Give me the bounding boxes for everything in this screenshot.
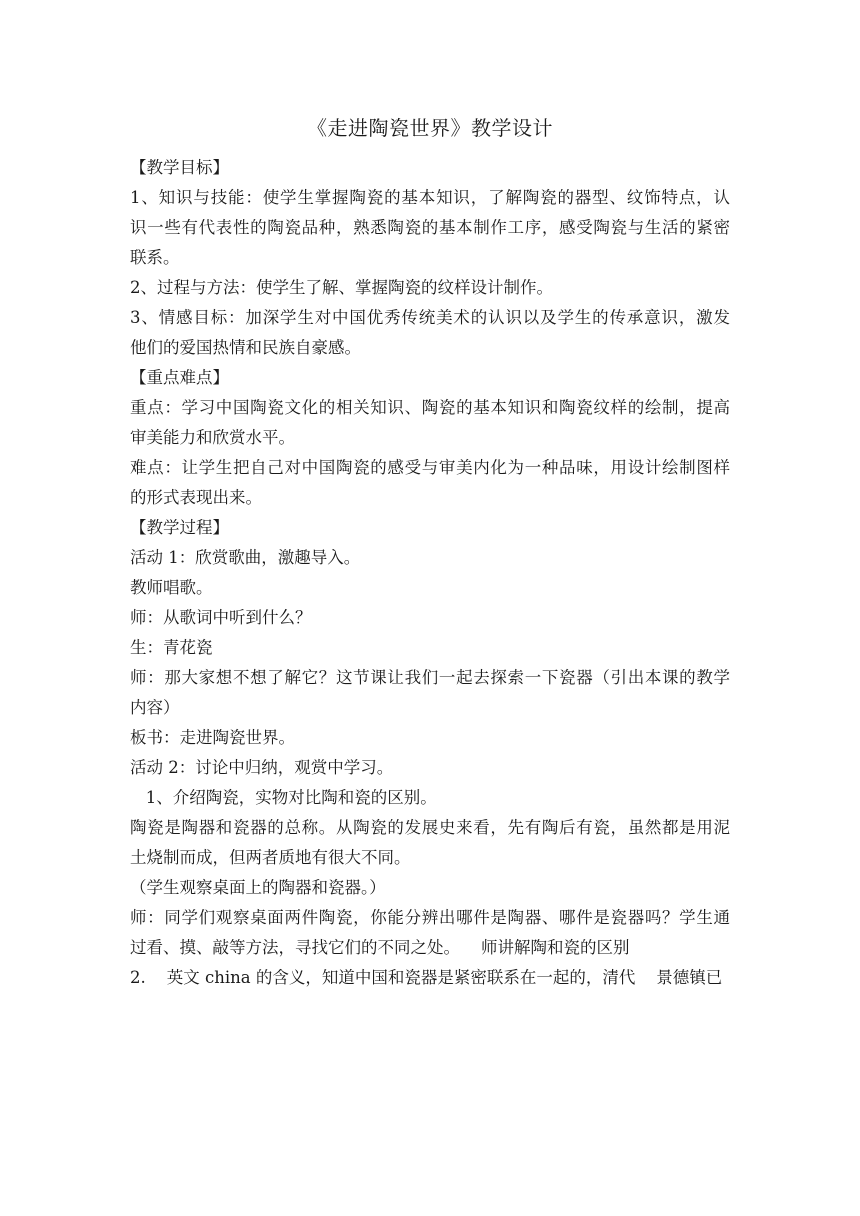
paragraph-line: 的形式表现出来。 (130, 488, 262, 507)
paragraph-line: 生：青花瓷 (130, 638, 213, 657)
section-heading-objectives: 【教学目标】 (130, 158, 229, 177)
paragraph-line: 他们的爱国热情和民族自豪感。 (130, 338, 361, 357)
paragraph-line: 审美能力和欣赏水平。 (130, 428, 295, 447)
paragraph-line: 3、情感目标：加深学生对中国优秀传统美术的认识以及学生的传承意识，激发 (130, 308, 730, 327)
paragraph-line: 活动 1：欣赏歌曲，激趣导入。 (130, 548, 361, 567)
paragraph-line: 师：从歌词中听到什么？ (130, 608, 312, 627)
paragraph-line: 板书：走进陶瓷世界。 (130, 728, 295, 747)
paragraph-line: 教师唱歌。 (130, 578, 213, 597)
paragraph-line: 过看、摸、敲等方法，寻找它们的不同之处。 师讲解陶和瓷的区别 (130, 938, 630, 957)
paragraph-line: 1、介绍陶瓷，实物对比陶和瓷的区别。 (130, 788, 437, 807)
section-heading-process: 【教学过程】 (130, 518, 229, 537)
section-heading-key-points: 【重点难点】 (130, 368, 229, 387)
paragraph-line: 识一些有代表性的陶瓷品种，熟悉陶瓷的基本制作工序，感受陶瓷与生活的紧密 (130, 218, 730, 237)
paragraph-line: 难点：让学生把自己对中国陶瓷的感受与审美内化为一种品味，用设计绘制图样 (130, 458, 730, 477)
paragraph-line: 活动 2：讨论中归纳，观赏中学习。 (130, 758, 394, 777)
document-body (130, 153, 730, 993)
document-title: 《走进陶瓷世界》教学设计 (307, 116, 553, 140)
paragraph-line: 重点：学习中国陶瓷文化的相关知识、陶瓷的基本知识和陶瓷纹样的绘制，提高 (130, 398, 730, 417)
paragraph-line: 1、知识与技能：使学生掌握陶瓷的基本知识，了解陶瓷的器型、纹饰特点，认 (130, 188, 730, 207)
paragraph-line: 师：同学们观察桌面两件陶瓷，你能分辨出哪件是陶器、哪件是瓷器吗？学生通 (130, 908, 730, 927)
paragraph-line: 内容） (130, 698, 180, 717)
paragraph-line: 2、过程与方法：使学生了解、掌握陶瓷的纹样设计制作。 (130, 278, 553, 297)
paragraph-line: 土烧制而成，但两者质地有很大不同。 (130, 848, 411, 867)
paragraph-line: 联系。 (130, 248, 180, 267)
paragraph-line: 陶瓷是陶器和瓷器的总称。从陶瓷的发展史来看，先有陶后有瓷，虽然都是用泥 (130, 818, 730, 837)
paragraph-line: （学生观察桌面上的陶器和瓷器。） (130, 878, 386, 897)
paragraph-line: 师：那大家想不想了解它？这节课让我们一起去探索一下瓷器（引出本课的教学 (130, 668, 730, 687)
paragraph-line: 2. 英文 china 的含义，知道中国和瓷器是紧密联系在一起的，清代 景德镇已 (130, 968, 723, 987)
